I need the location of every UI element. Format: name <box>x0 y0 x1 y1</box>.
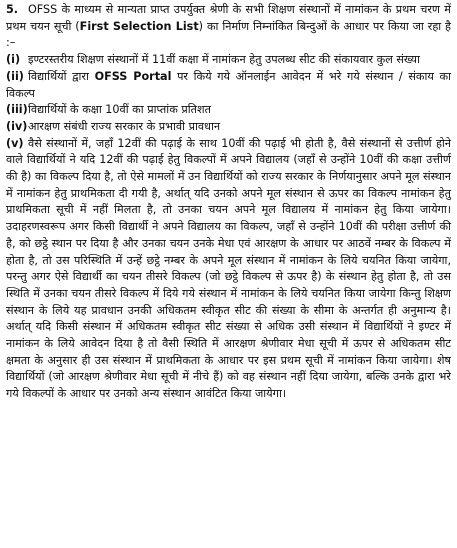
point-i <box>6 52 451 69</box>
intro-text-a: OFSS के माध्यम से मान्यता प्राप्त उपर्युक्त श्रेणी के सभी शिक्षण संस्थानों में नामांकन के प्रथम चरण में प्रथम चयन सूची ( <box>6 3 451 33</box>
point-ii <box>6 69 451 102</box>
intro-text-b: ) का निर्माण निम्नांकित बिन्दुओं के आधार पर किया जा रहा है :– <box>6 19 451 50</box>
point-iv <box>6 119 451 136</box>
section-intro <box>6 2 451 52</box>
point-label: (iii) <box>6 103 28 117</box>
point-text: आरक्षण संबंधी राज्य सरकार के प्रभावी प्रावधान <box>28 119 221 133</box>
point-text: इण्टरस्तरीय शिक्षण संस्थानों में 11वीं कक्षा में नामांकन हेतु उपलब्ध सीट की संकायवार कुल संख्या <box>28 53 420 67</box>
point-label: (i) <box>6 53 21 67</box>
point-label: (v) <box>6 136 24 150</box>
point-label: (ii) <box>6 69 24 83</box>
intro-text-bold: First Selection List <box>79 19 199 33</box>
point-label: (iv) <box>6 119 28 133</box>
point-text-b: पर किये गये ऑनलाईन आवेदन में भरे गये संस्थान / संकाय का विकल्प <box>6 69 451 100</box>
point-text-bold: OFSS Portal <box>94 69 172 83</box>
point-text-a: विद्यार्थियों द्वारा <box>28 69 95 83</box>
point-iii <box>6 102 451 119</box>
point-v <box>6 136 451 403</box>
point-text: विद्यार्थियों के कक्षा 10वीं का प्राप्तांक प्रतिशत <box>28 103 211 117</box>
section-number: 5. <box>6 3 19 16</box>
point-text: वैसे संस्थानों में, जहाँ 12वीं की पढ़ाई के साथ 10वीं की पढ़ाई भी होती है, वैसे संस्थानों से उत्तीर्ण होने वाले विद्यार्थियों ने यदि 12वीं की पढ़ाई हेतु विकल्पों में अपने विद्यालय (जहाँ से उन्होंने 10वीं की कक्षा उत्तीर्ण की है) का विकल्प दिया है, तो ऐसे मामलों में उन विद्यार्थियों को राज्य सरकार के निर्णयानुसार अपने मूल संस्थान में नामांकन हेतु प्राथमिकता दी गयी है, अर्थात् यदि उनको अपने मूल संस्थान से ऊपर का विकल्प नामांकन हेतु प्राथमिकता सूची में नहीं मिलता है, तो उनका चयन अपने मूल विद्यालय में नामांकन हेतु किया जायेगा। उदाहरणस्वरूप अगर किसी विद्यार्थी ने अपने विद्यालय का विकल्प, जहाँ से उन्होंने 10वीं की परीक्षा उत्तीर्ण की है, को छट्ठे स्थान पर दिया है और उनका चयन उनके मेधा एवं आरक्षण के आधार पर आठवें नम्बर के विकल्प में होता है, तो उस परिस्थिति में उन्हें छट्ठे नम्बर के अपने मूल संस्थान में नामांकन के लिये चयनित किया जायेगा, परन्तु अगर ऐसे विद्यार्थी का चयन तीसरे विकल्प (जो छट्ठे विकल्प से ऊपर है) के संस्थान हेतु होता है, तो उस स्थिति में उनका चयन तीसरे विकल्प में दिये गये संस्थान में नामांकन के लिये चयनित किया जायेगा किन्तु शिक्षण संस्थान के लिये यह प्रावधान उनकी अधिकतम स्वीकृत सीट की संख्या के सीमा के अन्तर्गत ही अनुमान्य है। अर्थात् यदि किसी संस्थान में अधिकतम स्वीकृत सीट संख्या से अधिक उसी संस्थान में विद्यार्थियों ने इण्टर में नामांकन के लिये आवेदन दिया है तो वैसी स्थिति में आरक्षण श्रेणीवार मेधा सूची में ऊपर से अधिकतम सीट क्षमता के अनुसार ही उस संस्थान में प्राथमिकता के आधार पर इस प्रथम सूची में नामांकन किया जायेगा। शेष विद्यार्थियों (जो आरक्षण श्रेणीवार मेधा सूची में नीचे हैं) को वह संस्थान नहीं दिया जायेगा, बल्कि उनके द्वारा भरे गये विकल्पों के आधार पर उनको अन्य संस्थान आवंटित किया जायेगा। <box>6 136 451 401</box>
